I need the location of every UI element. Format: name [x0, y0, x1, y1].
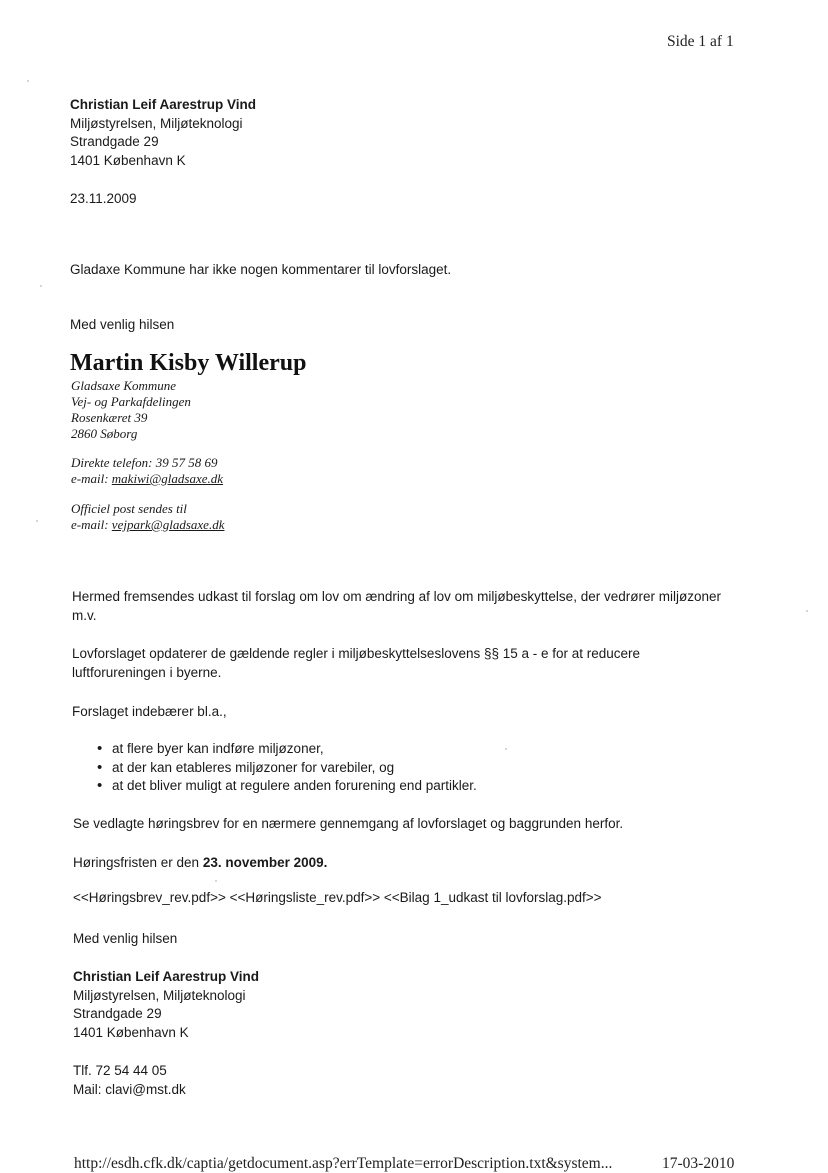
letter-date: 23.11.2009: [70, 191, 137, 206]
signature-email-label: e-mail:: [71, 471, 109, 486]
original-sender-block: [73, 968, 259, 1042]
footer-date: 17-03-2010: [662, 1155, 735, 1172]
bullet-intro: Forslaget indebærer bl.a.,: [72, 704, 227, 719]
original-sender-street: Strandgade 29: [73, 1006, 162, 1021]
reply-message: Gladaxe Kommune har ikke nogen kommentarer til lovforslaget.: [70, 262, 452, 277]
scan-speck: [27, 80, 29, 82]
signature-official-block: [71, 501, 224, 533]
scan-speck: [806, 610, 808, 612]
attachments-line[interactable]: <<Høringsbrev_rev.pdf>> <<Høringsliste_rev.pdf>> <<Bilag 1_udkast til lovforslag.pdf>>: [73, 890, 602, 905]
header-sender-street: Strandgade 29: [70, 134, 159, 149]
original-sender-city: 1401 København K: [73, 1024, 189, 1040]
header-sender-city: 1401 København K: [70, 152, 186, 168]
original-paragraph-2: [72, 645, 640, 682]
reply-greeting: Med venlig hilsen: [70, 317, 175, 332]
scan-speck: [40, 285, 42, 287]
deadline-prefix: Høringsfristen er den: [73, 855, 203, 870]
header-sender-org: Miljøstyrelsen, Miljøteknologi: [70, 115, 243, 131]
signature-name: Martin Kisby Willerup: [70, 350, 307, 376]
footer-url: http://esdh.cfk.dk/captia/getdocument.asp?errTemplate=errorDescription.txt&system...: [74, 1155, 613, 1172]
signature-official-email-row: [71, 517, 224, 533]
original-paragraph-1: [72, 588, 721, 625]
signature-phone: Direkte telefon: 39 57 58 69: [71, 455, 218, 470]
scan-speck: [36, 520, 38, 522]
page-number: Side 1 af 1: [667, 33, 734, 50]
signature-city: 2860 Søborg: [71, 426, 138, 441]
scan-speck: [215, 880, 217, 882]
header-sender-name: Christian Leif Aarestrup Vind: [70, 97, 257, 112]
signature-email-link[interactable]: makiwi@gladsaxe.dk: [111, 471, 224, 486]
bullet-list-container: [72, 740, 477, 796]
signature-contact-block: [71, 455, 223, 487]
signature-official-post: Officiel post sendes til: [71, 501, 187, 516]
bullet-list: [72, 740, 477, 796]
original-greeting: Med venlig hilsen: [73, 931, 178, 946]
bullet-item: • at det bliver muligt at regulere anden forurening end partikler.: [72, 777, 477, 796]
paragraph-1-line-2: m.v.: [72, 607, 97, 623]
signature-street: Rosenkæret 39: [71, 410, 148, 425]
original-contact-block: [73, 1062, 186, 1099]
paragraph-1-line-1: Hermed fremsendes udkast til forslag om lov om ændring af lov om miljøbeskyttelse, der vedrører miljøzoner: [72, 589, 721, 604]
bullet-item: • at flere byer kan indføre miljøzoner,: [72, 740, 477, 759]
deadline-line: [73, 854, 327, 873]
original-phone: Tlf. 72 54 44 05: [73, 1063, 167, 1078]
signature-official-email-link[interactable]: vejpark@gladsaxe.dk: [111, 517, 225, 532]
original-sender-org: Miljøstyrelsen, Miljøteknologi: [73, 987, 246, 1003]
deadline-date: 23. november 2009.: [202, 855, 328, 870]
signature-address-block: [71, 378, 191, 442]
see-attached-text: Se vedlagte høringsbrev for en nærmere gennemgang af lovforslaget og baggrunden herfor.: [73, 816, 624, 831]
paragraph-2-line-2: luftforureningen i byerne.: [72, 664, 222, 680]
header-sender-block: [70, 96, 256, 170]
original-sender-name: Christian Leif Aarestrup Vind: [73, 969, 260, 984]
signature-email-row: [71, 471, 223, 487]
signature-org: Gladsaxe Kommune: [71, 378, 177, 393]
signature-dept: Vej- og Parkafdelingen: [71, 394, 191, 409]
original-mail: Mail: clavi@mst.dk: [73, 1081, 186, 1097]
signature-official-email-label: e-mail:: [71, 517, 109, 532]
scan-speck: [505, 748, 507, 750]
bullet-item: • at der kan etableres miljøzoner for varebiler, og: [72, 759, 477, 778]
paragraph-2-line-1: Lovforslaget opdaterer de gældende regler i miljøbeskyttelseslovens §§ 15 a - e for at reducere: [72, 646, 641, 661]
